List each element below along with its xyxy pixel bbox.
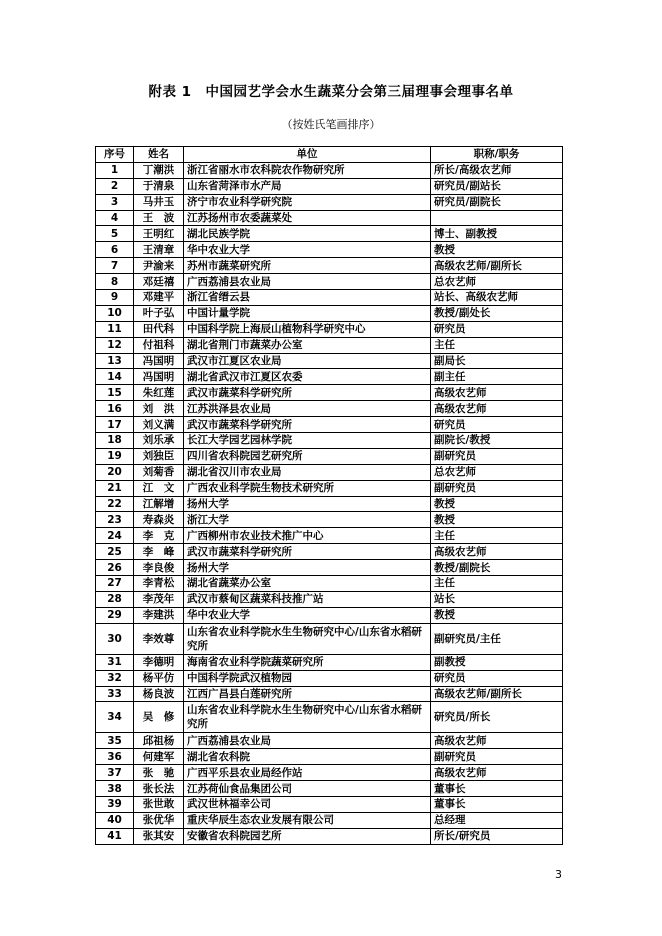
row-number: 16 — [96, 401, 134, 417]
member-unit: 扬州大学 — [184, 560, 431, 576]
table-row — [96, 528, 563, 544]
member-name: 李效尊 — [134, 623, 184, 654]
table-row — [96, 654, 563, 670]
table-row — [96, 702, 563, 733]
table-row — [96, 162, 563, 178]
member-unit: 武汉市蔬菜科学研究所 — [184, 417, 431, 433]
row-number: 31 — [96, 654, 134, 670]
member-title: 教授 — [431, 242, 563, 258]
member-unit: 广西平乐县农业局经作站 — [184, 765, 431, 781]
row-number: 8 — [96, 274, 134, 290]
table-row — [96, 512, 563, 528]
member-title: 站长 — [431, 591, 563, 607]
member-unit: 江苏荷仙食品集团公司 — [184, 781, 431, 797]
member-unit: 江西广昌县白莲研究所 — [184, 686, 431, 702]
page-number: 3 — [555, 868, 562, 881]
member-unit: 长江大学园艺园林学院 — [184, 433, 431, 449]
member-name: 寿森炎 — [134, 512, 184, 528]
member-name: 杨良波 — [134, 686, 184, 702]
table-row — [96, 385, 563, 401]
member-title: 高级农艺师/副所长 — [431, 686, 563, 702]
member-name: 尹渝来 — [134, 258, 184, 274]
member-name: 邱祖杨 — [134, 733, 184, 749]
row-number: 36 — [96, 749, 134, 765]
row-number: 40 — [96, 812, 134, 828]
table-row — [96, 274, 563, 290]
table-row — [96, 560, 563, 576]
member-unit: 安徽省农科院园艺所 — [184, 828, 431, 844]
row-number: 39 — [96, 796, 134, 812]
member-unit: 广西柳州市农业技术推广中心 — [184, 528, 431, 544]
member-unit: 广西荔浦县农业局 — [184, 733, 431, 749]
member-unit: 武汉市蔡甸区蔬菜科技推广站 — [184, 591, 431, 607]
member-unit: 江苏扬州市农委蔬菜处 — [184, 210, 431, 226]
table-row — [96, 401, 563, 417]
member-name: 李茂年 — [134, 591, 184, 607]
member-unit: 浙江省缙云县 — [184, 290, 431, 306]
member-name: 朱红莲 — [134, 385, 184, 401]
member-name: 冯国明 — [134, 353, 184, 369]
member-name: 丁潮洪 — [134, 162, 184, 178]
table-row — [96, 496, 563, 512]
table-row — [96, 828, 563, 844]
row-number: 34 — [96, 702, 134, 733]
member-title: 所长/高级农艺师 — [431, 162, 563, 178]
member-name: 吴 修 — [134, 702, 184, 733]
member-unit: 中国科学院上海辰山植物科学研究中心 — [184, 321, 431, 337]
table-row — [96, 686, 563, 702]
member-title: 研究员 — [431, 321, 563, 337]
table-row — [96, 733, 563, 749]
table-row — [96, 433, 563, 449]
member-name: 何建军 — [134, 749, 184, 765]
table-row — [96, 796, 563, 812]
row-number: 18 — [96, 433, 134, 449]
row-number: 20 — [96, 464, 134, 480]
member-title: 副研究员 — [431, 749, 563, 765]
row-number: 33 — [96, 686, 134, 702]
row-number: 9 — [96, 290, 134, 306]
row-number: 30 — [96, 623, 134, 654]
table-row — [96, 670, 563, 686]
member-name: 李青松 — [134, 576, 184, 592]
member-unit: 湖北省农科院 — [184, 749, 431, 765]
member-name: 王明红 — [134, 226, 184, 242]
member-unit: 中国计量学院 — [184, 305, 431, 321]
row-number: 14 — [96, 369, 134, 385]
table-body — [96, 162, 563, 844]
member-name: 张 驰 — [134, 765, 184, 781]
member-name: 付祖科 — [134, 337, 184, 353]
member-unit: 广西农业科学院生物技术研究所 — [184, 480, 431, 496]
row-number: 25 — [96, 544, 134, 560]
member-unit: 浙江大学 — [184, 512, 431, 528]
row-number: 37 — [96, 765, 134, 781]
table-row — [96, 305, 563, 321]
table-row — [96, 226, 563, 242]
member-title: 主任 — [431, 528, 563, 544]
row-number: 10 — [96, 305, 134, 321]
table-row — [96, 480, 563, 496]
row-number: 15 — [96, 385, 134, 401]
table-row — [96, 591, 563, 607]
row-number: 26 — [96, 560, 134, 576]
member-name: 邓廷禧 — [134, 274, 184, 290]
member-unit: 华中农业大学 — [184, 607, 431, 623]
member-title: 董事长 — [431, 796, 563, 812]
row-number: 7 — [96, 258, 134, 274]
member-title: 高级农艺师/副所长 — [431, 258, 563, 274]
row-number: 41 — [96, 828, 134, 844]
member-name: 叶子弘 — [134, 305, 184, 321]
member-title: 所长/研究员 — [431, 828, 563, 844]
member-unit: 浙江省丽水市农科院农作物研究所 — [184, 162, 431, 178]
member-unit: 湖北省荆门市蔬菜办公室 — [184, 337, 431, 353]
document-subtitle: （按姓氏笔画排序） — [281, 118, 381, 131]
row-number: 23 — [96, 512, 134, 528]
member-title: 研究员/副站长 — [431, 178, 563, 194]
member-title: 副研究员 — [431, 480, 563, 496]
table-row — [96, 749, 563, 765]
row-number: 12 — [96, 337, 134, 353]
member-title: 总经理 — [431, 812, 563, 828]
member-name: 冯国明 — [134, 369, 184, 385]
member-unit: 广西荔浦县农业局 — [184, 274, 431, 290]
header-unit: 单位 — [184, 147, 431, 163]
member-unit: 山东省农业科学院水生生物研究中心/山东省水稻研究所 — [184, 702, 431, 733]
member-name: 于清泉 — [134, 178, 184, 194]
member-title: 教授 — [431, 496, 563, 512]
table-row — [96, 194, 563, 210]
row-number: 24 — [96, 528, 134, 544]
member-name: 张世敢 — [134, 796, 184, 812]
row-number: 35 — [96, 733, 134, 749]
row-number: 6 — [96, 242, 134, 258]
member-name: 李 峰 — [134, 544, 184, 560]
member-unit: 中国科学院武汉植物园 — [184, 670, 431, 686]
member-unit: 四川省农科院园艺研究所 — [184, 448, 431, 464]
member-title: 研究员/副院长 — [431, 194, 563, 210]
member-title: 研究员/所长 — [431, 702, 563, 733]
member-name: 江解增 — [134, 496, 184, 512]
table-row — [96, 781, 563, 797]
member-unit: 扬州大学 — [184, 496, 431, 512]
member-unit: 重庆华辰生态农业发展有限公司 — [184, 812, 431, 828]
member-name: 张长法 — [134, 781, 184, 797]
row-number: 1 — [96, 162, 134, 178]
member-title: 高级农艺师 — [431, 733, 563, 749]
member-title: 副院长/教授 — [431, 433, 563, 449]
member-title: 总农艺师 — [431, 464, 563, 480]
table-row — [96, 290, 563, 306]
member-unit: 海南省农业科学院蔬菜研究所 — [184, 654, 431, 670]
row-number: 17 — [96, 417, 134, 433]
table-row — [96, 258, 563, 274]
member-name: 王 波 — [134, 210, 184, 226]
member-title: 教授 — [431, 607, 563, 623]
table-row — [96, 576, 563, 592]
table-row — [96, 353, 563, 369]
member-title: 教授/副处长 — [431, 305, 563, 321]
member-title: 教授 — [431, 512, 563, 528]
table-row — [96, 210, 563, 226]
member-name: 江 文 — [134, 480, 184, 496]
member-unit: 武汉世林福幸公司 — [184, 796, 431, 812]
member-title: 高级农艺师 — [431, 544, 563, 560]
member-name: 刘义满 — [134, 417, 184, 433]
table-row — [96, 544, 563, 560]
table-row — [96, 765, 563, 781]
member-unit: 济宁市农业科学研究院 — [184, 194, 431, 210]
member-name: 王清章 — [134, 242, 184, 258]
member-unit: 湖北省蔬菜办公室 — [184, 576, 431, 592]
member-name: 李建洪 — [134, 607, 184, 623]
row-number: 38 — [96, 781, 134, 797]
member-title: 总农艺师 — [431, 274, 563, 290]
member-unit: 山东省菏泽市水产局 — [184, 178, 431, 194]
member-title: 副研究员 — [431, 448, 563, 464]
table-row — [96, 242, 563, 258]
table-row — [96, 417, 563, 433]
member-name: 李 克 — [134, 528, 184, 544]
member-title: 站长、高级农艺师 — [431, 290, 563, 306]
row-number: 11 — [96, 321, 134, 337]
member-name: 邓建平 — [134, 290, 184, 306]
member-title: 教授/副院长 — [431, 560, 563, 576]
row-number: 28 — [96, 591, 134, 607]
row-number: 19 — [96, 448, 134, 464]
member-title: 副主任 — [431, 369, 563, 385]
table-row — [96, 369, 563, 385]
member-table — [95, 146, 563, 845]
member-title: 副研究员/主任 — [431, 623, 563, 654]
member-title: 研究员 — [431, 670, 563, 686]
header-title: 职称/职务 — [431, 147, 563, 163]
table-row — [96, 178, 563, 194]
table-row — [96, 623, 563, 654]
row-number: 13 — [96, 353, 134, 369]
row-number: 2 — [96, 178, 134, 194]
member-name: 刘乐承 — [134, 433, 184, 449]
member-title — [431, 210, 563, 226]
member-title: 董事长 — [431, 781, 563, 797]
table-header-row — [96, 147, 563, 163]
member-unit: 湖北省汉川市农业局 — [184, 464, 431, 480]
member-title: 主任 — [431, 337, 563, 353]
table-row — [96, 448, 563, 464]
member-unit: 山东省农业科学院水生生物研究中心/山东省水稻研究所 — [184, 623, 431, 654]
member-title: 高级农艺师 — [431, 401, 563, 417]
member-name: 李德明 — [134, 654, 184, 670]
member-unit: 江苏洪泽县农业局 — [184, 401, 431, 417]
member-title: 研究员 — [431, 417, 563, 433]
table-row — [96, 812, 563, 828]
member-unit: 苏州市蔬菜研究所 — [184, 258, 431, 274]
row-number: 22 — [96, 496, 134, 512]
document-title: 附表 1 中国园艺学会水生蔬菜分会第三届理事会理事名单 — [148, 84, 514, 100]
member-title: 副局长 — [431, 353, 563, 369]
member-name: 刘菊香 — [134, 464, 184, 480]
row-number: 27 — [96, 576, 134, 592]
table-row — [96, 607, 563, 623]
row-number: 32 — [96, 670, 134, 686]
member-unit: 武汉市蔬菜科学研究所 — [184, 385, 431, 401]
member-unit: 湖北省武汉市江夏区农委 — [184, 369, 431, 385]
header-number: 序号 — [96, 147, 134, 163]
row-number: 4 — [96, 210, 134, 226]
member-name: 刘 洪 — [134, 401, 184, 417]
member-title: 高级农艺师 — [431, 385, 563, 401]
member-name: 张优华 — [134, 812, 184, 828]
member-title: 副教授 — [431, 654, 563, 670]
member-name: 田代科 — [134, 321, 184, 337]
member-unit: 武汉市江夏区农业局 — [184, 353, 431, 369]
row-number: 3 — [96, 194, 134, 210]
member-title: 主任 — [431, 576, 563, 592]
member-name: 马井玉 — [134, 194, 184, 210]
member-unit: 武汉市蔬菜科学研究所 — [184, 544, 431, 560]
row-number: 5 — [96, 226, 134, 242]
member-title: 博士、副教授 — [431, 226, 563, 242]
header-name: 姓名 — [134, 147, 184, 163]
member-unit: 湖北民族学院 — [184, 226, 431, 242]
member-name: 张其安 — [134, 828, 184, 844]
member-unit: 华中农业大学 — [184, 242, 431, 258]
member-name: 李良俊 — [134, 560, 184, 576]
row-number: 21 — [96, 480, 134, 496]
table-row — [96, 337, 563, 353]
row-number: 29 — [96, 607, 134, 623]
member-name: 杨平仿 — [134, 670, 184, 686]
table-row — [96, 464, 563, 480]
member-title: 高级农艺师 — [431, 765, 563, 781]
table-row — [96, 321, 563, 337]
member-name: 刘独臣 — [134, 448, 184, 464]
